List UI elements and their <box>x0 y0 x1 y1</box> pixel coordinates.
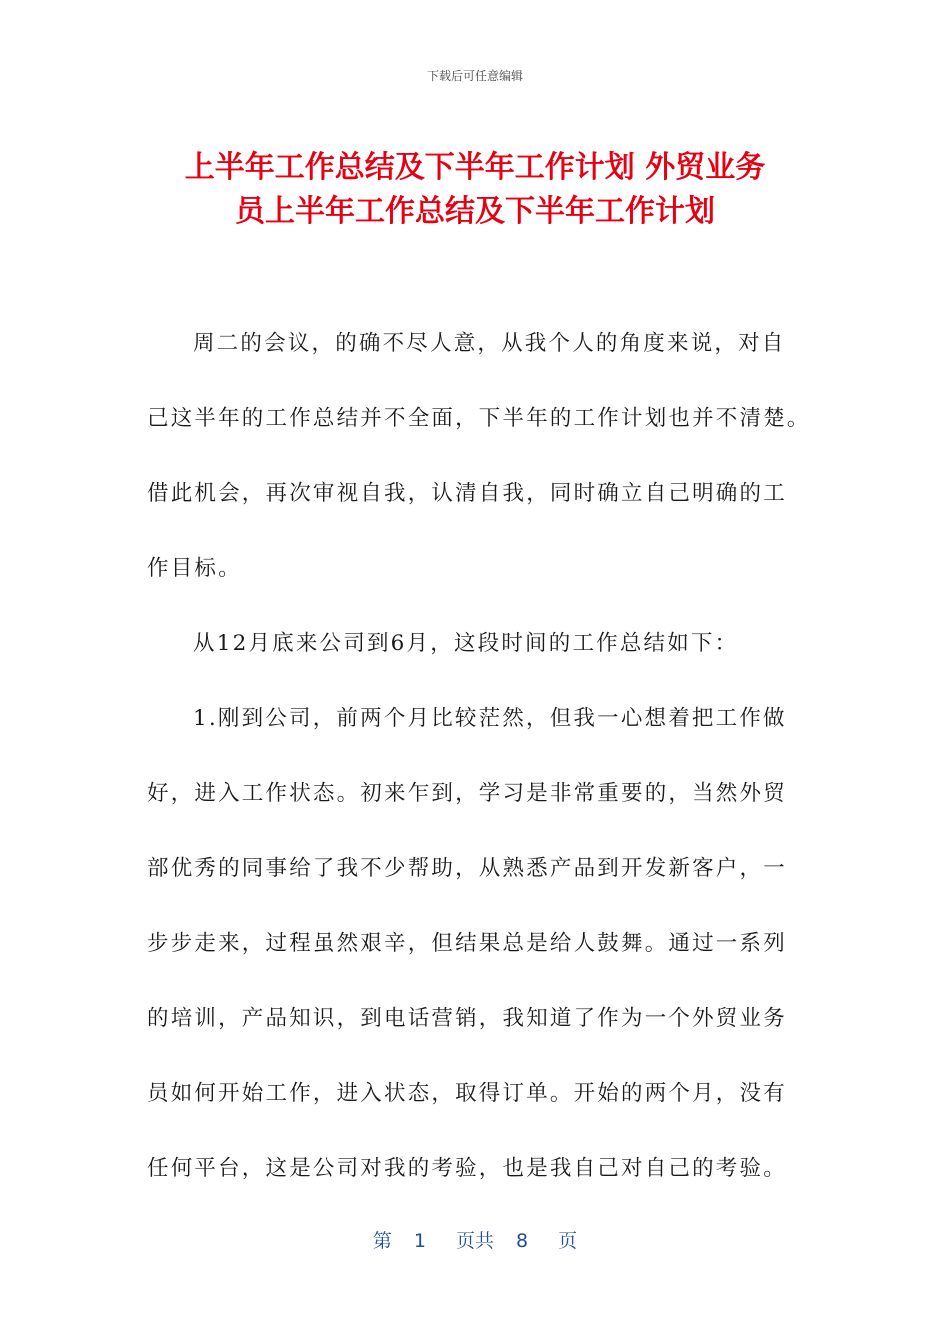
header-note: 下载后可任意编辑 <box>426 69 523 83</box>
paragraph-line: 部优秀的同事给了我不少帮助，从熟悉产品到开发新客户，一 <box>147 856 787 881</box>
paragraph-line: 从12月底来公司到6月，这段时间的工作总结如下： <box>193 631 739 656</box>
paragraph-line: 步步走来，过程虽然艰辛，但结果总是给人鼓舞。通过一系列 <box>147 931 787 956</box>
footer-suffix: 页 <box>558 1230 578 1252</box>
page-footer <box>0 1226 950 1253</box>
paragraph-line: 1.刚到公司，前两个月比较茫然，但我一心想着把工作做 <box>193 706 787 731</box>
paragraph-line: 的培训，产品知识，到电话营销，我知道了作为一个外贸业务 <box>147 1006 787 1031</box>
paragraph-line: 好，进入工作状态。初来乍到，学习是非常重要的，当然外贸 <box>147 781 787 806</box>
footer-prefix: 第 <box>372 1230 392 1252</box>
document-body <box>147 322 811 1222</box>
footer-total-pages: 8 <box>516 1230 529 1252</box>
footer-middle: 页共 <box>455 1230 494 1252</box>
paragraph-line: 借此机会，再次审视自我，认清自我，同时确立自己明确的工 <box>147 481 787 506</box>
title-line-1: 上半年工作总结及下半年工作计划 外贸业务 <box>184 150 766 185</box>
paragraph-line: 任何平台，这是公司对我的考验，也是我自己对自己的考验。 <box>147 1156 787 1181</box>
document-title <box>120 146 830 234</box>
paragraph-line: 周二的会议，的确不尽人意，从我个人的角度来说，对自 <box>193 331 786 356</box>
title-line-2: 员上半年工作总结及下半年工作计划 <box>235 194 715 229</box>
paragraph-line: 作目标。 <box>147 556 242 581</box>
footer-current-page: 1 <box>413 1230 426 1252</box>
paragraph-line: 己这半年的工作总结并不全面，下半年的工作计划也并不清楚。 <box>147 406 811 431</box>
paragraph-line: 员如何开始工作，进入状态，取得订单。开始的两个月，没有 <box>147 1081 787 1106</box>
